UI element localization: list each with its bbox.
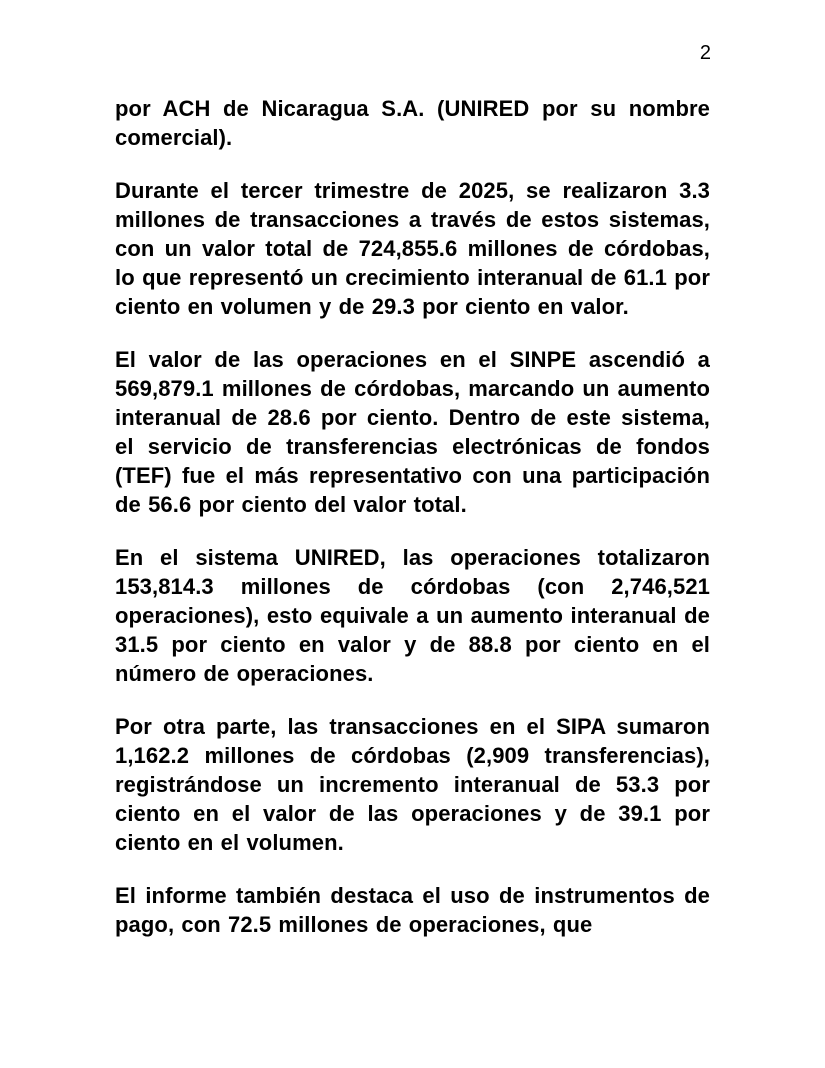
paragraph-sinpe: El valor de las operaciones en el SINPE ascendió a 569,879.1 millones de córdobas, marcando un aumento interanual de 28.6 por ciento. Dentro de este sistema, el servicio de transferencias electrónicas de fondos (TEF) fue el más representativo con una participación de 56.6 por ciento del valor total. [115,347,710,517]
paragraph-unired: En el sistema UNIRED, las operaciones totalizaron 153,814.3 millones de córdobas (con 2,746,521 operaciones), esto equivale a un aumento interanual de 31.5 por ciento en valor y de 88.8 por ciento en el número de operaciones. [115,545,710,686]
document-body [115,94,710,939]
paragraph-quarter-summary: Durante el tercer trimestre de 2025, se realizaron 3.3 millones de transacciones a través de estos sistemas, con un valor total de 724,855.6 millones de córdobas, lo que representó un crecimiento interanual de 61.1 por ciento en volumen y de 29.3 por ciento en valor. [115,178,710,319]
paragraph-intro-continuation: por ACH de Nicaragua S.A. (UNIRED por su nombre comercial). [115,96,710,150]
page-number: 2 [699,42,711,64]
paragraph-payment-instruments: El informe también destaca el uso de instrumentos de pago, con 72.5 millones de operaciones, que [115,883,710,937]
paragraph-sipa: Por otra parte, las transacciones en el SIPA sumaron 1,162.2 millones de córdobas (2,909 transferencias), registrándose un incremento interanual de 53.3 por ciento en el valor de las operaciones y de 39.1 por ciento en el volumen. [115,714,710,855]
